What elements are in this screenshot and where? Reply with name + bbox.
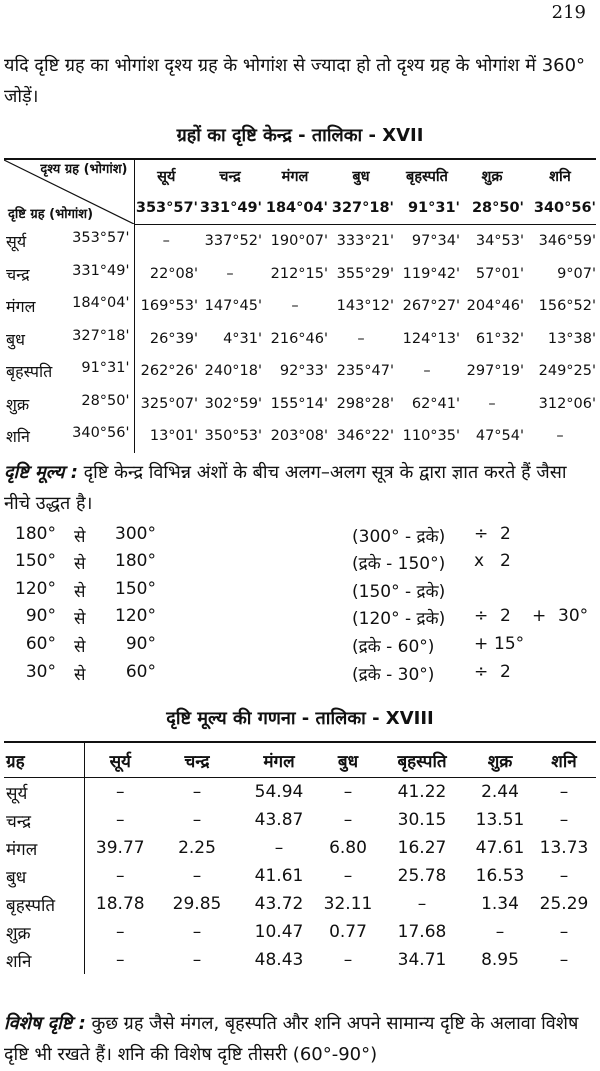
row-planet: शुक्र (6, 394, 30, 414)
table-cell: 43.87 (254, 810, 304, 830)
row-planet: बृहस्पति (4, 890, 84, 918)
formula-to: 90° (125, 634, 156, 654)
table-cell: 41.22 (397, 782, 447, 802)
table-cell: 8.95 (481, 950, 519, 970)
table-cell: 212°15' (270, 265, 328, 282)
table-cell: – (556, 428, 564, 445)
formula-op1: ÷ (474, 606, 489, 626)
table-row (4, 225, 596, 258)
table-row (4, 290, 596, 323)
formula-se: से (74, 582, 86, 602)
column-degree: 340°56' (524, 192, 596, 225)
table-cell: 119°42' (402, 265, 460, 282)
table-cell: 9°07' (557, 265, 596, 282)
row-header-cell (4, 355, 134, 388)
row-header-cell (4, 225, 134, 258)
table-cell: 13.73 (539, 838, 589, 858)
table-cell: 47.61 (475, 838, 525, 858)
table-row (4, 323, 596, 356)
table-cell: 2.25 (178, 838, 216, 858)
row-planet: बुध (4, 862, 84, 890)
table-cell: – (192, 782, 202, 802)
table-cell: 350°53' (204, 428, 262, 445)
table-cell: 298°28' (336, 395, 394, 412)
table-cell: 333°21' (336, 233, 394, 250)
row-header-cell (4, 420, 134, 453)
table-cell: – (192, 866, 202, 886)
table-cell: 216°46' (270, 330, 328, 347)
table-cell: – (116, 922, 125, 942)
table-cell: 62°41' (411, 395, 460, 412)
column-name: मंगल (262, 159, 328, 192)
row-degree: 28°50' (81, 392, 130, 409)
table-cell: 29.85 (172, 894, 222, 914)
table-cell: 1.34 (481, 894, 519, 914)
formula-from: 30° (25, 662, 56, 682)
row-degree: 331°49' (72, 262, 130, 279)
column-name: मंगल (238, 742, 320, 778)
table-cell: 25.29 (539, 894, 589, 914)
table-row (4, 834, 596, 862)
table-cell: 204°46' (466, 298, 524, 315)
table-cell: 43.72 (254, 894, 304, 914)
table-cell: 10.47 (254, 922, 304, 942)
table-cell: 54.94 (254, 782, 304, 802)
column-name: शनि (532, 742, 596, 778)
formula-se: से (74, 637, 86, 657)
table-cell: 22°08' (149, 265, 198, 282)
table-cell: 17.68 (397, 922, 447, 942)
formula-to: 150° (115, 579, 156, 599)
formula-expression: (150° - द्रके) (352, 582, 446, 602)
drishti-mulya-text: दृष्टि केन्द्र विभिन्न अंशों के बीच अलग–अलग सूत्र के द्वारा ज्ञात करते हैं जैसा नीचे उद्धत है। (4, 462, 567, 514)
table-cell: 312°06' (538, 395, 596, 412)
row-degree: 340°56' (72, 425, 130, 442)
column-name: चन्द्र (198, 159, 262, 192)
row-planet: चन्द्र (4, 806, 84, 834)
table-17 (4, 158, 596, 453)
table-cell: 346°22' (336, 428, 394, 445)
table-cell: 18.78 (95, 894, 145, 914)
row-degree: 91°31' (81, 360, 130, 377)
table-cell: – (116, 950, 125, 970)
table-cell: 39.77 (95, 838, 145, 858)
table-cell: – (559, 866, 569, 886)
drishti-mulya-paragraph (4, 457, 596, 519)
formula-op1: ÷ (474, 524, 489, 544)
table-cell: 337°52' (204, 233, 262, 250)
table-row (4, 258, 596, 291)
table-row (4, 862, 596, 890)
formula-op1: ÷ (474, 662, 489, 682)
table-cell: 169°53' (140, 298, 198, 315)
table-row (4, 388, 596, 421)
table-row (4, 890, 596, 918)
formula-n1: 2 (500, 551, 511, 571)
table-cell: 2.44 (481, 782, 519, 802)
table-cell: 25.78 (397, 866, 447, 886)
formula-op1: + (474, 634, 489, 654)
vishesh-paragraph (4, 1008, 596, 1070)
formula-expression: (द्रके - 150°) (352, 554, 446, 574)
formula-expression: (120° - द्रके) (352, 609, 446, 629)
table-cell: 110°35' (402, 428, 460, 445)
table-cell: 34°53' (475, 233, 524, 250)
formula-n1: 15° (494, 634, 525, 654)
table-cell: 302°59' (204, 395, 262, 412)
table-cell: – (343, 810, 353, 830)
formula-expression: (द्रके - 30°) (352, 665, 435, 685)
table-cell: – (116, 782, 125, 802)
row-planet: सूर्य (4, 778, 84, 807)
table-cell: 61°32' (475, 330, 524, 347)
table-cell: – (417, 894, 427, 914)
row-header-cell (4, 290, 134, 323)
formula-se: से (74, 665, 86, 685)
formula-from: 150° (15, 551, 56, 571)
table-cell: – (559, 810, 569, 830)
row-planet: बुध (6, 329, 25, 349)
table-17-title: ग्रहों का दृष्टि केन्द्र - तालिका - XVII (176, 125, 424, 146)
table-cell: 16.27 (397, 838, 447, 858)
table-cell: 143°12' (336, 298, 394, 315)
formula-se: से (74, 609, 86, 629)
table-cell: 13°38' (547, 330, 596, 347)
table-cell: 297°19' (466, 363, 524, 380)
formula-n1: 2 (500, 524, 511, 544)
table-cell: 41.61 (254, 866, 304, 886)
table-cell: 16.53 (475, 866, 525, 886)
table-cell: – (192, 922, 202, 942)
row-header-label: ग्रह (4, 742, 84, 778)
table-cell: 32.11 (323, 894, 373, 914)
column-name: बृहस्पति (394, 159, 460, 192)
table-cell: 155°14' (270, 395, 328, 412)
table-cell: 346°59' (538, 233, 596, 250)
table-cell: – (291, 298, 299, 315)
table-cell: 249°25' (538, 363, 596, 380)
vishesh-text: कुछ ग्रह जैसे मंगल, बृहस्पति और शनि अपने सामान्य दृष्टि के अलावा विशेष दृष्टि भी रखते हैं। शनि की विशेष दृष्टि तीसरी (60°-90°) (4, 1013, 579, 1065)
row-planet: सूर्य (6, 232, 27, 251)
formula-from: 90° (25, 606, 56, 626)
table-cell: – (116, 810, 125, 830)
column-degree: 91°31' (394, 192, 460, 225)
table-row (4, 946, 596, 974)
formula-op2: + (532, 606, 547, 626)
formula-from: 60° (25, 634, 56, 654)
formula-se: से (74, 527, 86, 547)
table-cell: 13.51 (475, 810, 525, 830)
column-name: शुक्र (460, 159, 524, 192)
table-cell: – (274, 838, 284, 858)
table-cell: – (559, 922, 569, 942)
table-cell: – (495, 922, 505, 942)
row-degree: 184°04' (72, 295, 130, 312)
table-cell: 6.80 (329, 838, 367, 858)
table-cell: 156°52' (538, 298, 596, 315)
table-cell: – (192, 810, 202, 830)
column-degree: 331°49' (198, 192, 262, 225)
formula-from: 120° (15, 579, 56, 599)
table-cell: 0.77 (329, 922, 367, 942)
column-name: चन्द्र (156, 742, 238, 778)
column-name: बुध (320, 742, 376, 778)
row-planet: शुक्र (4, 918, 84, 946)
table-cell: 235°47' (336, 363, 394, 380)
table-cell: 30.15 (397, 810, 447, 830)
row-planet: शनि (6, 427, 30, 447)
column-name: शनि (524, 159, 596, 192)
table-cell: – (162, 233, 170, 250)
column-name: बुध (328, 159, 394, 192)
formula-expression: (द्रके - 60°) (352, 637, 435, 657)
column-name: सूर्य (84, 742, 156, 778)
intro-paragraph: यदि दृष्टि ग्रह का भोगांश दृश्य ग्रह के भोगांश से ज्यादा हो तो दृश्य ग्रह के भोगांश में 360° जोड़ें। (4, 55, 586, 107)
table-row (4, 806, 596, 834)
corner-top-label: दृश्य ग्रह (भोगांश) (40, 162, 128, 177)
table-cell: 57°01' (475, 265, 524, 282)
formula-from: 180° (15, 524, 56, 544)
table-cell: – (343, 950, 353, 970)
table-cell: 240°18' (204, 363, 262, 380)
table-cell: – (226, 265, 234, 282)
table-cell: – (116, 866, 125, 886)
column-name: बृहस्पति (376, 742, 468, 778)
formula-n2: 30° (558, 606, 589, 626)
row-degree: 353°57' (72, 230, 130, 246)
table-cell: – (192, 950, 202, 970)
table-cell: 124°13' (402, 330, 460, 347)
formula-n1: 2 (500, 662, 511, 682)
table-cell: – (343, 782, 353, 802)
table-cell: 267°27' (402, 298, 460, 315)
table-cell: – (423, 363, 431, 380)
formula-to: 180° (115, 551, 156, 571)
column-degree: 353°57' (134, 192, 198, 225)
table-cell: 26°39' (149, 330, 198, 347)
table-cell: – (357, 330, 365, 347)
vishesh-label: विशेष दृष्टि : (4, 1013, 86, 1034)
page-number: 219 (551, 2, 586, 23)
table-17-corner (4, 159, 134, 225)
formula-to: 60° (125, 662, 156, 682)
table-18 (4, 741, 596, 974)
row-degree: 327°18' (72, 327, 130, 344)
table-row (4, 778, 596, 807)
table-cell: 147°45' (204, 298, 262, 315)
row-planet: शनि (4, 946, 84, 974)
row-header-cell (4, 258, 134, 291)
formula-expression: (300° - द्रके) (352, 527, 446, 547)
column-degree: 184°04' (262, 192, 328, 225)
row-planet: मंगल (6, 297, 36, 317)
table-cell: 92°33' (279, 363, 328, 380)
row-planet: बृहस्पति (6, 362, 53, 382)
table-cell: 97°34' (411, 233, 460, 250)
row-header-cell (4, 388, 134, 421)
table-cell: 4°31' (223, 330, 262, 347)
drishti-mulya-label: दृष्टि मूल्य : (4, 462, 78, 483)
table-cell: 355°29' (336, 265, 394, 282)
table-cell: – (488, 395, 496, 412)
table-row (4, 420, 596, 453)
row-planet: चन्द्र (6, 264, 30, 284)
formula-to: 120° (115, 606, 156, 626)
table-cell: – (559, 782, 569, 802)
table-cell: 34.71 (397, 950, 447, 970)
formula-se: से (74, 554, 86, 574)
table-18-title: दृष्टि मूल्य की गणना - तालिका - XVIII (166, 708, 434, 729)
table-cell: 262°26' (140, 363, 198, 380)
column-name: सूर्य (134, 159, 198, 192)
formula-to: 300° (115, 524, 156, 544)
formula-n1: 2 (500, 606, 511, 626)
column-name: शुक्र (468, 742, 532, 778)
table-cell: 190°07' (270, 233, 328, 250)
column-degree: 28°50' (460, 192, 524, 225)
formula-op1: x (474, 551, 485, 571)
row-planet: मंगल (4, 834, 84, 862)
table-cell: 13°01' (149, 428, 198, 445)
table-row (4, 355, 596, 388)
column-degree: 327°18' (328, 192, 394, 225)
table-cell: 48.43 (254, 950, 304, 970)
corner-bottom-label: दृष्टि ग्रह (भोगांश) (8, 206, 94, 222)
table-row (4, 918, 596, 946)
table-cell: 203°08' (270, 428, 328, 445)
table-cell: 325°07' (140, 395, 198, 412)
table-cell: – (343, 866, 353, 886)
table-cell: – (559, 950, 569, 970)
row-header-cell (4, 323, 134, 356)
table-cell: 47°54' (475, 428, 524, 445)
